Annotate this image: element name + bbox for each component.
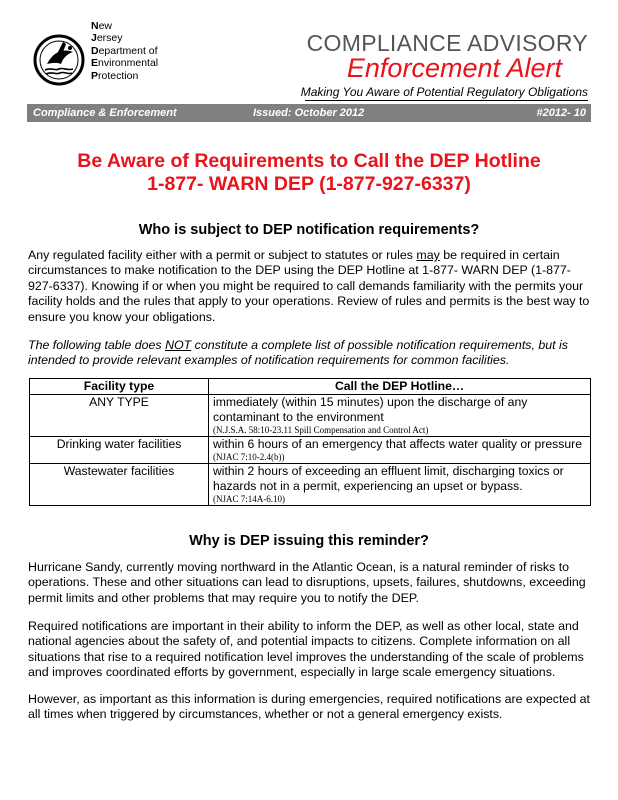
table-row	[30, 395, 591, 437]
citation: (N.J.S.A. 58:10-23.11 Spill Compensation and Control Act)	[213, 425, 429, 435]
agency-line: Environmental	[91, 57, 159, 70]
requirement-cell: within 2 hours of exceeding an effluent limit, discharging toxics or hazards not in a permit, experiencing an upset or bypass. (NJAC 7:14A-6.10)	[209, 464, 591, 506]
facility-type-cell: Drinking water facilities	[30, 437, 209, 464]
header-call-hotline: Call the DEP Hotline…	[209, 379, 591, 395]
headline-line-2: 1-877- WARN DEP (1-877-927-6337)	[147, 173, 471, 195]
issue-info-bar	[27, 104, 591, 122]
importance-paragraph: Required notifications are important in their ability to inform the DEP, as well as other local, state and national agencies about the safety of, and potential impacts to citizens. Complete information on all situations that rise to a required notification level improves the understanding of the scale of problems and improves coordinated efforts by government, especially in large scale emergency situations.	[28, 619, 584, 680]
notification-requirements-table	[29, 378, 591, 506]
section-label: Compliance & Enforcement	[33, 107, 177, 119]
table-note-paragraph: The following table does NOT constitute a complete list of possible notification requirements, but is intended to provide relevant examples of notification requirements for common facilities.	[28, 338, 568, 368]
header-facility-type: Facility type	[30, 379, 209, 395]
compliance-advisory-title: COMPLIANCE ADVISORY	[306, 30, 588, 56]
requirement-cell: within 6 hours of an emergency that affects water quality or pressure (NJAC 7:10-2.4(b))	[209, 437, 591, 464]
advisory-number: #2012- 10	[536, 107, 586, 119]
agency-line: Jersey	[91, 32, 123, 45]
facility-type-cell: ANY TYPE	[30, 395, 209, 437]
page-headline	[0, 150, 618, 196]
issued-date: Issued: October 2012	[253, 107, 365, 119]
headline-line-1: Be Aware of Requirements to Call the DEP Hotline	[77, 150, 541, 172]
enforcement-alert-title: Enforcement Alert	[346, 53, 562, 83]
table-header-row	[30, 379, 591, 395]
table-row	[30, 437, 591, 464]
intro-paragraph: Any regulated facility either with a permit or subject to statutes or rules may be required in certain circumstances to make notification to the DEP using the DEP Hotline at 1-877- WARN DEP (1-877-927-6337). Knowing if or when you might be required to call demands familiarity with the permits your facility holds and the rules that apply to your operations. Review of rules and permits is the best way to ensure you know your obligations.	[28, 248, 590, 324]
agency-line: Department of	[91, 44, 158, 57]
section-heading-why: Why is DEP issuing this reminder?	[189, 533, 429, 549]
agency-name	[91, 20, 158, 82]
section-heading-who: Who is subject to DEP notification requirements?	[138, 222, 480, 238]
citation: (NJAC 7:14A-6.10)	[213, 494, 285, 504]
hurricane-paragraph: Hurricane Sandy, currently moving northward in the Atlantic Ocean, is a natural reminder of risks to operations. These and other situations can lead to disruptions, upsets, failures, shutdowns, exceeding permit limits and other problems that may require you to notify the DEP.	[28, 560, 586, 605]
always-paragraph: However, as important as this information is during emergencies, required notifications are expected at all times when triggered by circumstances, whether or not a general emergency exists.	[28, 692, 590, 722]
requirement-cell: immediately (within 15 minutes) upon the discharge of any contaminant to the environment (N.J.S.A. 58:10-23.11 Spill Compensation and Control Act)	[209, 395, 591, 437]
agency-line: Protection	[91, 69, 139, 82]
tagline: Making You Aware of Potential Regulatory Obligations	[300, 85, 588, 99]
table-row	[30, 464, 591, 506]
citation: (NJAC 7:10-2.4(b))	[213, 452, 285, 462]
facility-type-cell: Wastewater facilities	[30, 464, 209, 506]
njdep-logo-icon	[33, 34, 85, 86]
agency-line: New	[91, 20, 113, 32]
tagline-divider	[305, 100, 588, 101]
